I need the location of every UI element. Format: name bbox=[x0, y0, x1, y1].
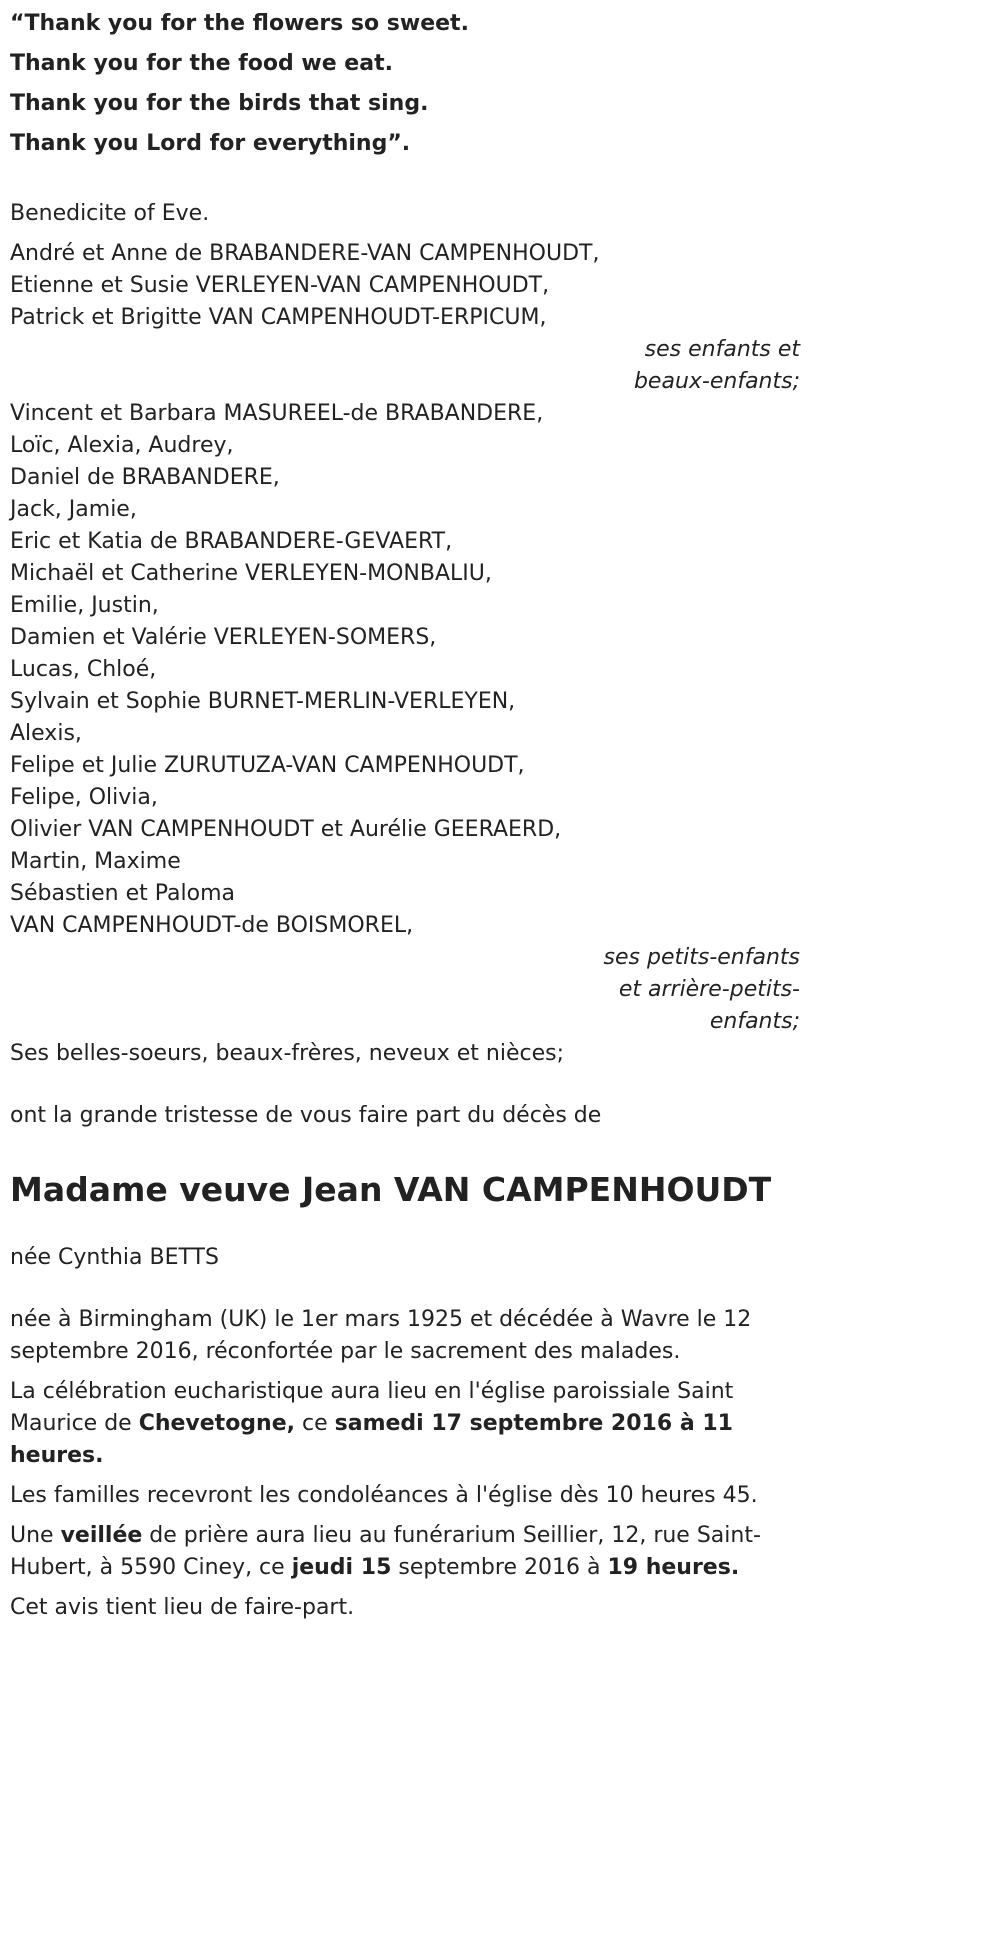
family-line: Olivier VAN CAMPENHOUDT et Aurélie GEERAERD, bbox=[10, 817, 562, 842]
note-line: ses enfants et bbox=[644, 337, 800, 362]
family-line: Loïc, Alexia, Audrey, bbox=[10, 433, 234, 458]
family-line: Felipe et Julie ZURUTUZA-VAN CAMPENHOUDT, bbox=[10, 753, 525, 778]
birth-death-details: née à Birmingham (UK) le 1er mars 1925 et décédée à Wavre le 12 septembre 2016, réconfortée par le sacrement des malades. bbox=[10, 1307, 752, 1364]
deceased-name: Madame veuve Jean VAN CAMPENHOUDT bbox=[10, 1170, 772, 1209]
poem-source: Benedicite of Eve. bbox=[10, 201, 210, 226]
closing-line: Cet avis tient lieu de faire-part. bbox=[10, 1595, 355, 1620]
celebration-details bbox=[10, 1376, 800, 1472]
condolences-details: Les familles recevront les condoléances à l'église dès 10 heures 45. bbox=[10, 1483, 758, 1508]
in-laws-line: Ses belles-soeurs, beaux-frères, neveux et nièces; bbox=[10, 1041, 565, 1066]
family-line: Damien et Valérie VERLEYEN-SOMERS, bbox=[10, 625, 437, 650]
family-line: Vincent et Barbara MASUREEL-de BRABANDERE, bbox=[10, 401, 544, 426]
poem-line: Thank you for the food we eat. bbox=[10, 51, 393, 76]
note-line: ses petits-enfants bbox=[603, 945, 800, 970]
family-line: Eric et Katia de BRABANDERE-GEVAERT, bbox=[10, 529, 453, 554]
family-line: Felipe, Olivia, bbox=[10, 785, 158, 810]
family-line: André et Anne de BRABANDERE-VAN CAMPENHOUDT, bbox=[10, 241, 600, 266]
birth-name: née Cynthia BETTS bbox=[10, 1245, 219, 1270]
family-line: Sébastien et Paloma bbox=[10, 881, 236, 906]
poem-line: “Thank you for the flowers so sweet. bbox=[10, 11, 469, 36]
grandchildren-relation-note bbox=[10, 942, 800, 1038]
vigil-time: 19 heures. bbox=[607, 1555, 740, 1580]
vigil-mid2: septembre 2016 à bbox=[391, 1555, 608, 1580]
family-line: Sylvain et Sophie BURNET-MERLIN-VERLEYEN, bbox=[10, 689, 516, 714]
poem-line: Thank you Lord for everything”. bbox=[10, 131, 411, 156]
children-list bbox=[10, 238, 800, 334]
vigil-word: veillée bbox=[60, 1523, 143, 1548]
family-line: Lucas, Chloé, bbox=[10, 657, 157, 682]
vigil-details bbox=[10, 1520, 800, 1584]
celebration-mid: ce bbox=[295, 1411, 335, 1436]
family-line: Patrick et Brigitte VAN CAMPENHOUDT-ERPICUM, bbox=[10, 305, 547, 330]
announcement-line: ont la grande tristesse de vous faire part du décès de bbox=[10, 1103, 602, 1128]
family-line: Martin, Maxime bbox=[10, 849, 181, 874]
vigil-pre: Une bbox=[10, 1523, 61, 1548]
celebration-intro: La célébration eucharistique aura lieu en l'église paroissiale Saint Maurice de bbox=[10, 1379, 734, 1436]
celebration-datetime: samedi 17 septembre 2016 à 11 heures. bbox=[10, 1411, 733, 1468]
grandchildren-list bbox=[10, 398, 800, 942]
family-line: Alexis, bbox=[10, 721, 82, 746]
family-line: Jack, Jamie, bbox=[10, 497, 137, 522]
family-line: VAN CAMPENHOUDT-de BOISMOREL, bbox=[10, 913, 414, 938]
family-line: Michaël et Catherine VERLEYEN-MONBALIU, bbox=[10, 561, 492, 586]
poem-line: Thank you for the birds that sing. bbox=[10, 91, 429, 116]
family-line: Daniel de BRABANDERE, bbox=[10, 465, 280, 490]
vigil-day: jeudi 15 bbox=[291, 1555, 392, 1580]
family-line: Etienne et Susie VERLEYEN-VAN CAMPENHOUDT, bbox=[10, 273, 550, 298]
family-line: Emilie, Justin, bbox=[10, 593, 159, 618]
note-line: enfants; bbox=[709, 1009, 800, 1034]
celebration-place: Chevetogne, bbox=[138, 1411, 295, 1436]
note-line: beaux-enfants; bbox=[633, 369, 800, 394]
note-line: et arrière-petits- bbox=[618, 977, 800, 1002]
vigil-mid: de prière aura lieu au funérarium Seillier, 12, rue Saint-Hubert, à 5590 Ciney, ce bbox=[10, 1523, 761, 1580]
children-relation-note bbox=[10, 334, 800, 398]
poem bbox=[10, 4, 800, 164]
